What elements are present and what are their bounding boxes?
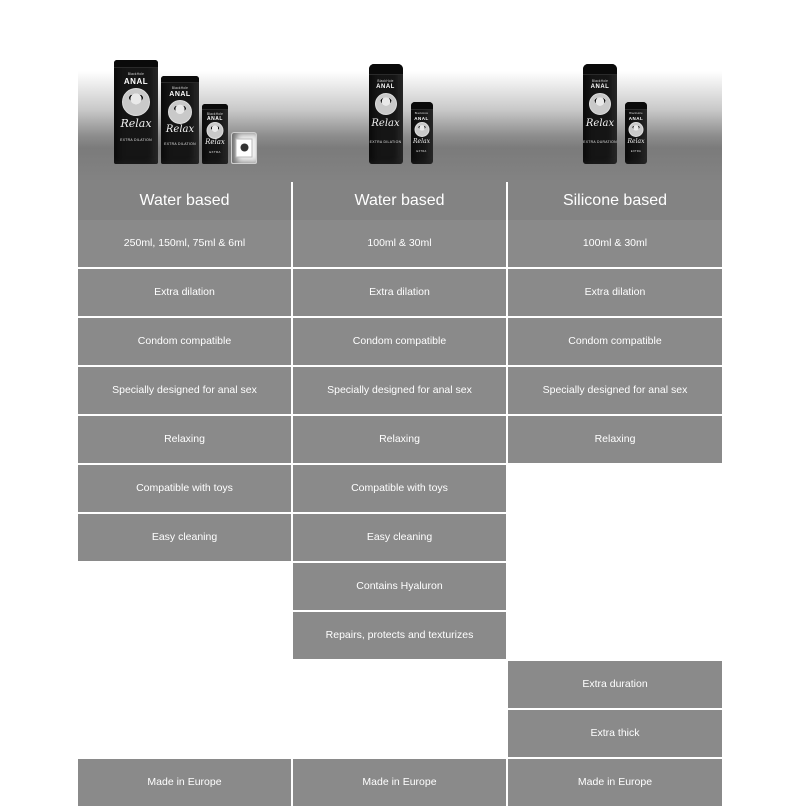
product-comparison-table — [78, 28, 722, 788]
product-title: ANAL — [628, 116, 644, 121]
feature-cell: 250ml, 150ml, 75ml & 6ml — [78, 220, 293, 267]
feature-cell: Extra dilation — [78, 269, 293, 316]
feature-cell: Repairs, protects and texturizes — [293, 612, 508, 659]
feature-cell: Relaxing — [78, 416, 293, 463]
footer-cell: Made in Europe — [508, 759, 722, 806]
feature-cell: Extra thick — [508, 710, 722, 757]
grid-spacer — [508, 612, 722, 659]
column-header-water-based-gel: Water based — [78, 182, 293, 220]
product-brand: BlackHole — [377, 79, 394, 83]
anal-lube-tube-150ml — [161, 76, 199, 164]
product-script: Relax — [205, 138, 225, 146]
feature-cell: Compatible with toys — [293, 465, 508, 512]
feature-cell: Easy cleaning — [78, 514, 293, 561]
grid-spacer — [508, 465, 722, 512]
feature-cell: Extra dilation — [508, 269, 722, 316]
product-brand: BlackHole — [127, 72, 145, 76]
feature-cell: Specially designed for anal sex — [508, 367, 722, 414]
product-brand: BlackHole — [629, 112, 643, 115]
feature-cell: Condom compatible — [78, 318, 293, 365]
footer-cell: Made in Europe — [78, 759, 293, 806]
anal-lube-tube-75ml — [202, 104, 228, 164]
product-title: ANAL — [414, 116, 429, 121]
feature-column-silicone-based — [508, 220, 722, 808]
product-tagline: EXTRA DILATION — [164, 142, 196, 146]
feature-cell: Specially designed for anal sex — [78, 367, 293, 414]
feature-cell: Compatible with toys — [78, 465, 293, 512]
product-brand: BlackHole — [591, 79, 609, 83]
grid-spacer — [78, 563, 293, 610]
grid-spacer — [78, 661, 293, 708]
grid-spacer — [78, 710, 293, 757]
feature-cell: Relaxing — [508, 416, 722, 463]
feature-cell: Easy cleaning — [293, 514, 508, 561]
column-header-silicone-based: Silicone based — [562, 192, 668, 209]
product-group-water-based-spray — [293, 28, 508, 182]
grid-spacer — [293, 661, 508, 708]
anal-spray-100ml — [369, 64, 403, 164]
product-tagline: EXTRA — [416, 150, 427, 153]
product-image-band — [78, 28, 722, 182]
grid-spacer — [293, 710, 508, 757]
product-title: ANAL — [123, 77, 149, 86]
feature-column-water-based-gel — [78, 220, 293, 808]
product-brand: BlackHole — [414, 112, 429, 115]
feature-column-water-based-spray — [293, 220, 508, 808]
product-tagline: EXTRA — [630, 150, 642, 153]
product-group-silicone-based — [508, 28, 722, 182]
feature-cell: Extra dilation — [293, 269, 508, 316]
product-script: Relax — [585, 118, 615, 129]
product-script: Relax — [627, 138, 645, 145]
feature-grid — [78, 220, 722, 788]
feature-cell: Condom compatible — [293, 318, 508, 365]
product-title: ANAL — [376, 84, 395, 90]
feature-cell: Relaxing — [293, 416, 508, 463]
feature-cell: Specially designed for anal sex — [293, 367, 508, 414]
product-script: Relax — [165, 124, 195, 135]
product-brand: BlackHole — [206, 112, 224, 116]
product-tagline: EXTRA DILATION — [120, 138, 152, 142]
grid-spacer — [508, 514, 722, 561]
feature-cell: Condom compatible — [508, 318, 722, 365]
product-tagline: EXTRA DURATION — [583, 140, 617, 144]
product-script: Relax — [371, 118, 400, 129]
grid-spacer — [78, 612, 293, 659]
product-script: Relax — [413, 138, 430, 145]
feature-cell: Extra duration — [508, 661, 722, 708]
product-brand: BlackHole — [171, 86, 189, 90]
anal-spray-30ml — [411, 102, 433, 164]
anal-lube-sachet-6ml — [231, 132, 257, 164]
product-group-water-based-gel — [78, 28, 293, 182]
grid-spacer — [508, 563, 722, 610]
anal-silicone-spray-30ml — [625, 102, 647, 164]
feature-cell: 100ml & 30ml — [293, 220, 508, 267]
footer-cell: Made in Europe — [293, 759, 508, 806]
anal-lube-tube-250ml — [114, 60, 158, 164]
product-title: ANAL — [590, 84, 610, 90]
feature-cell: 100ml & 30ml — [508, 220, 722, 267]
anal-silicone-spray-100ml — [583, 64, 617, 164]
column-header-row — [78, 182, 722, 220]
feature-cell: Contains Hyaluron — [293, 563, 508, 610]
product-tagline: EXTRA — [209, 150, 221, 154]
product-script: Relax — [120, 117, 152, 130]
product-title: ANAL — [169, 91, 191, 98]
product-tagline: EXTRA DILATION — [369, 140, 402, 144]
product-title: ANAL — [207, 116, 223, 122]
column-header-water-based-spray: Water based — [293, 182, 508, 220]
